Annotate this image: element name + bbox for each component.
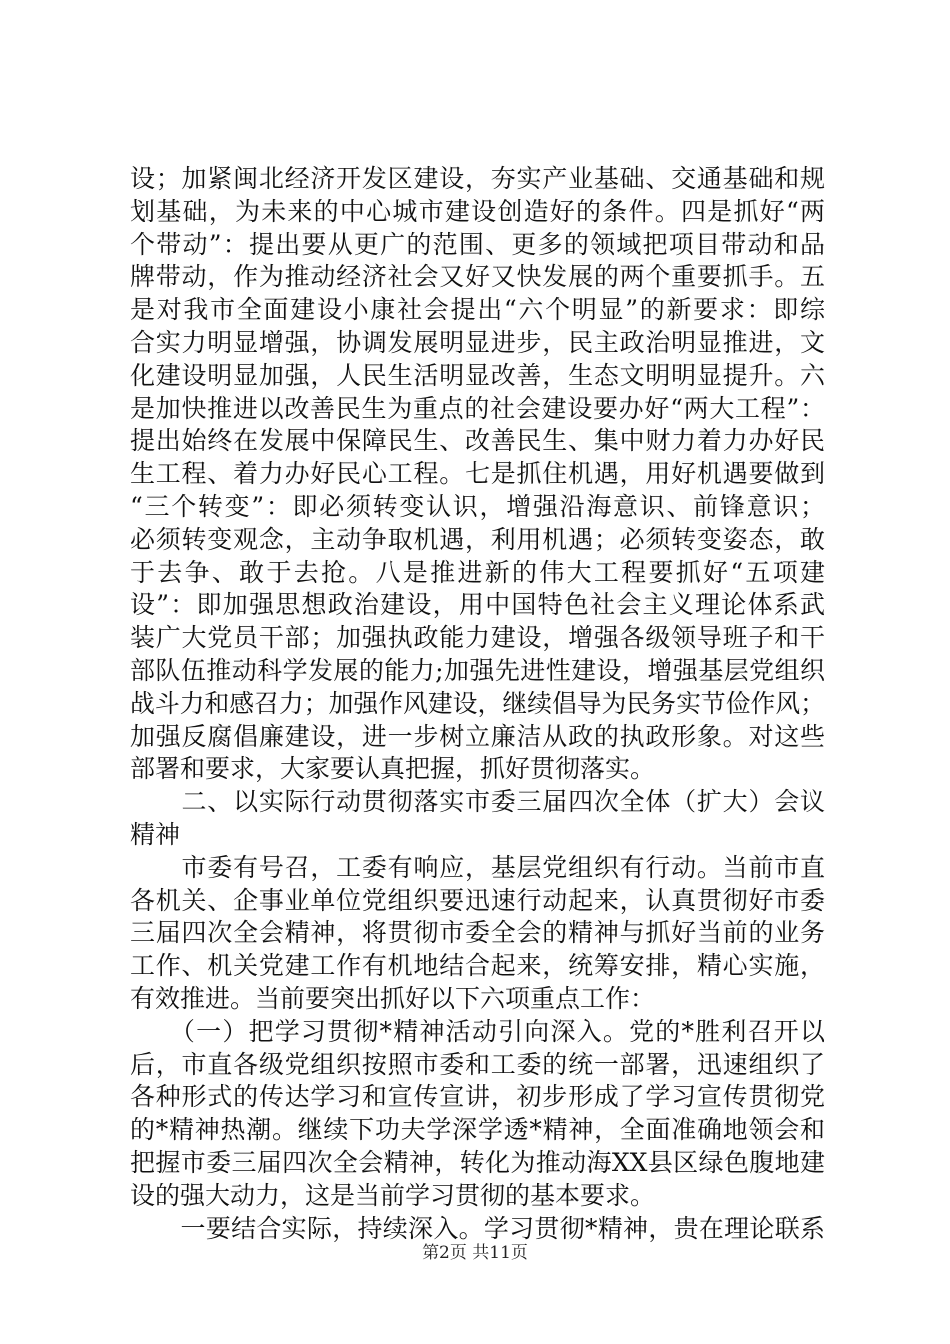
text-line: 于去争、敢于去抢。八是推进新的伟大工程要抓好“五项建 — [130, 557, 825, 587]
text-line: 提出始终在发展中保障民生、改善民生、集中财力着力办好民 — [130, 426, 825, 456]
text-line: 是对我市全面建设小康社会提出“六个明显”的新要求：即综 — [130, 295, 825, 325]
text-line: 的*精神热潮。继续下功夫学深学透*精神，全面准确地领会和 — [130, 1115, 825, 1145]
text-line: “三个转变”：即必须转变认识，增强沿海意识、前锋意识； — [130, 491, 825, 521]
text-line: 各种形式的传达学习和宣传宣讲，初步形成了学习宣传贯彻党 — [130, 1082, 825, 1112]
text-line: 设”：即加强思想政治建设，用中国特色社会主义理论体系武 — [130, 590, 825, 620]
text-line: 各机关、企事业单位党组织要迅速行动起来，认真贯彻好市委 — [130, 885, 825, 915]
text-line: 部署和要求，大家要认真把握，抓好贯彻落实。 — [130, 754, 656, 784]
text-line: 牌带动，作为推动经济社会又好又快发展的两个重要抓手。五 — [130, 262, 825, 292]
text-line: 二、以实际行动贯彻落实市委三届四次全体（扩大）会议 — [130, 787, 825, 817]
text-line: 必须转变观念，主动争取机遇，利用机遇；必须转变姿态，敢 — [130, 524, 825, 554]
body-text — [130, 163, 825, 1245]
text-line: 三届四次全会精神，将贯彻市委全会的精神与抓好当前的业务 — [130, 918, 825, 948]
text-line: 有效推进。当前要突出抓好以下六项重点工作： — [130, 983, 656, 1013]
text-line: 是加快推进以改善民生为重点的社会建设要办好“两大工程”： — [130, 393, 825, 423]
text-line: 个带动”：提出要从更广的范围、更多的领域把项目带动和品 — [130, 229, 825, 259]
text-line: 市委有号召，工委有响应，基层党组织有行动。当前市直 — [130, 852, 825, 882]
text-line: （一）把学习贯彻*精神活动引向深入。党的*胜利召开以 — [130, 1016, 825, 1046]
text-line: 合实力明显增强，协调发展明显进步，民主政治明显推进，文 — [130, 327, 825, 357]
text-line: 战斗力和感召力；加强作风建设，继续倡导为民务实节俭作风； — [130, 688, 825, 718]
text-line: 加强反腐倡廉建设，进一步树立廉洁从政的执政形象。对这些 — [130, 721, 825, 751]
text-line: 装广大党员干部；加强执政能力建设，增强各级领导班子和干 — [130, 623, 825, 653]
text-line: 划基础，为未来的中心城市建设创造好的条件。四是抓好“两 — [130, 196, 825, 226]
text-line: 后，市直各级党组织按照市委和工委的统一部署，迅速组织了 — [130, 1049, 825, 1079]
text-line: 精神 — [130, 819, 181, 849]
page-footer: 第2页 共11页 — [422, 1243, 528, 1263]
text-line: 设；加紧闽北经济开发区建设，夯实产业基础、交通基础和规 — [130, 164, 825, 193]
text-line: 生工程、着力办好民心工程。七是抓住机遇，用好机遇要做到 — [130, 459, 825, 489]
text-line: 一要结合实际，持续深入。学习贯彻*精神，贵在理论联系 — [130, 1213, 825, 1243]
text-line: 设的强大动力，这是当前学习贯彻的基本要求。 — [130, 1180, 656, 1210]
text-line: 工作、机关党建工作有机地结合起来，统筹安排，精心实施， — [130, 951, 825, 981]
text-line: 部队伍推动科学发展的能力;加强先进性建设，增强基层党组织 — [130, 655, 825, 685]
text-line: 化建设明显加强，人民生活明显改善，生态文明明显提升。六 — [130, 360, 825, 390]
text-line: 把握市委三届四次全会精神，转化为推动海XX县区绿色腹地建 — [130, 1147, 825, 1177]
